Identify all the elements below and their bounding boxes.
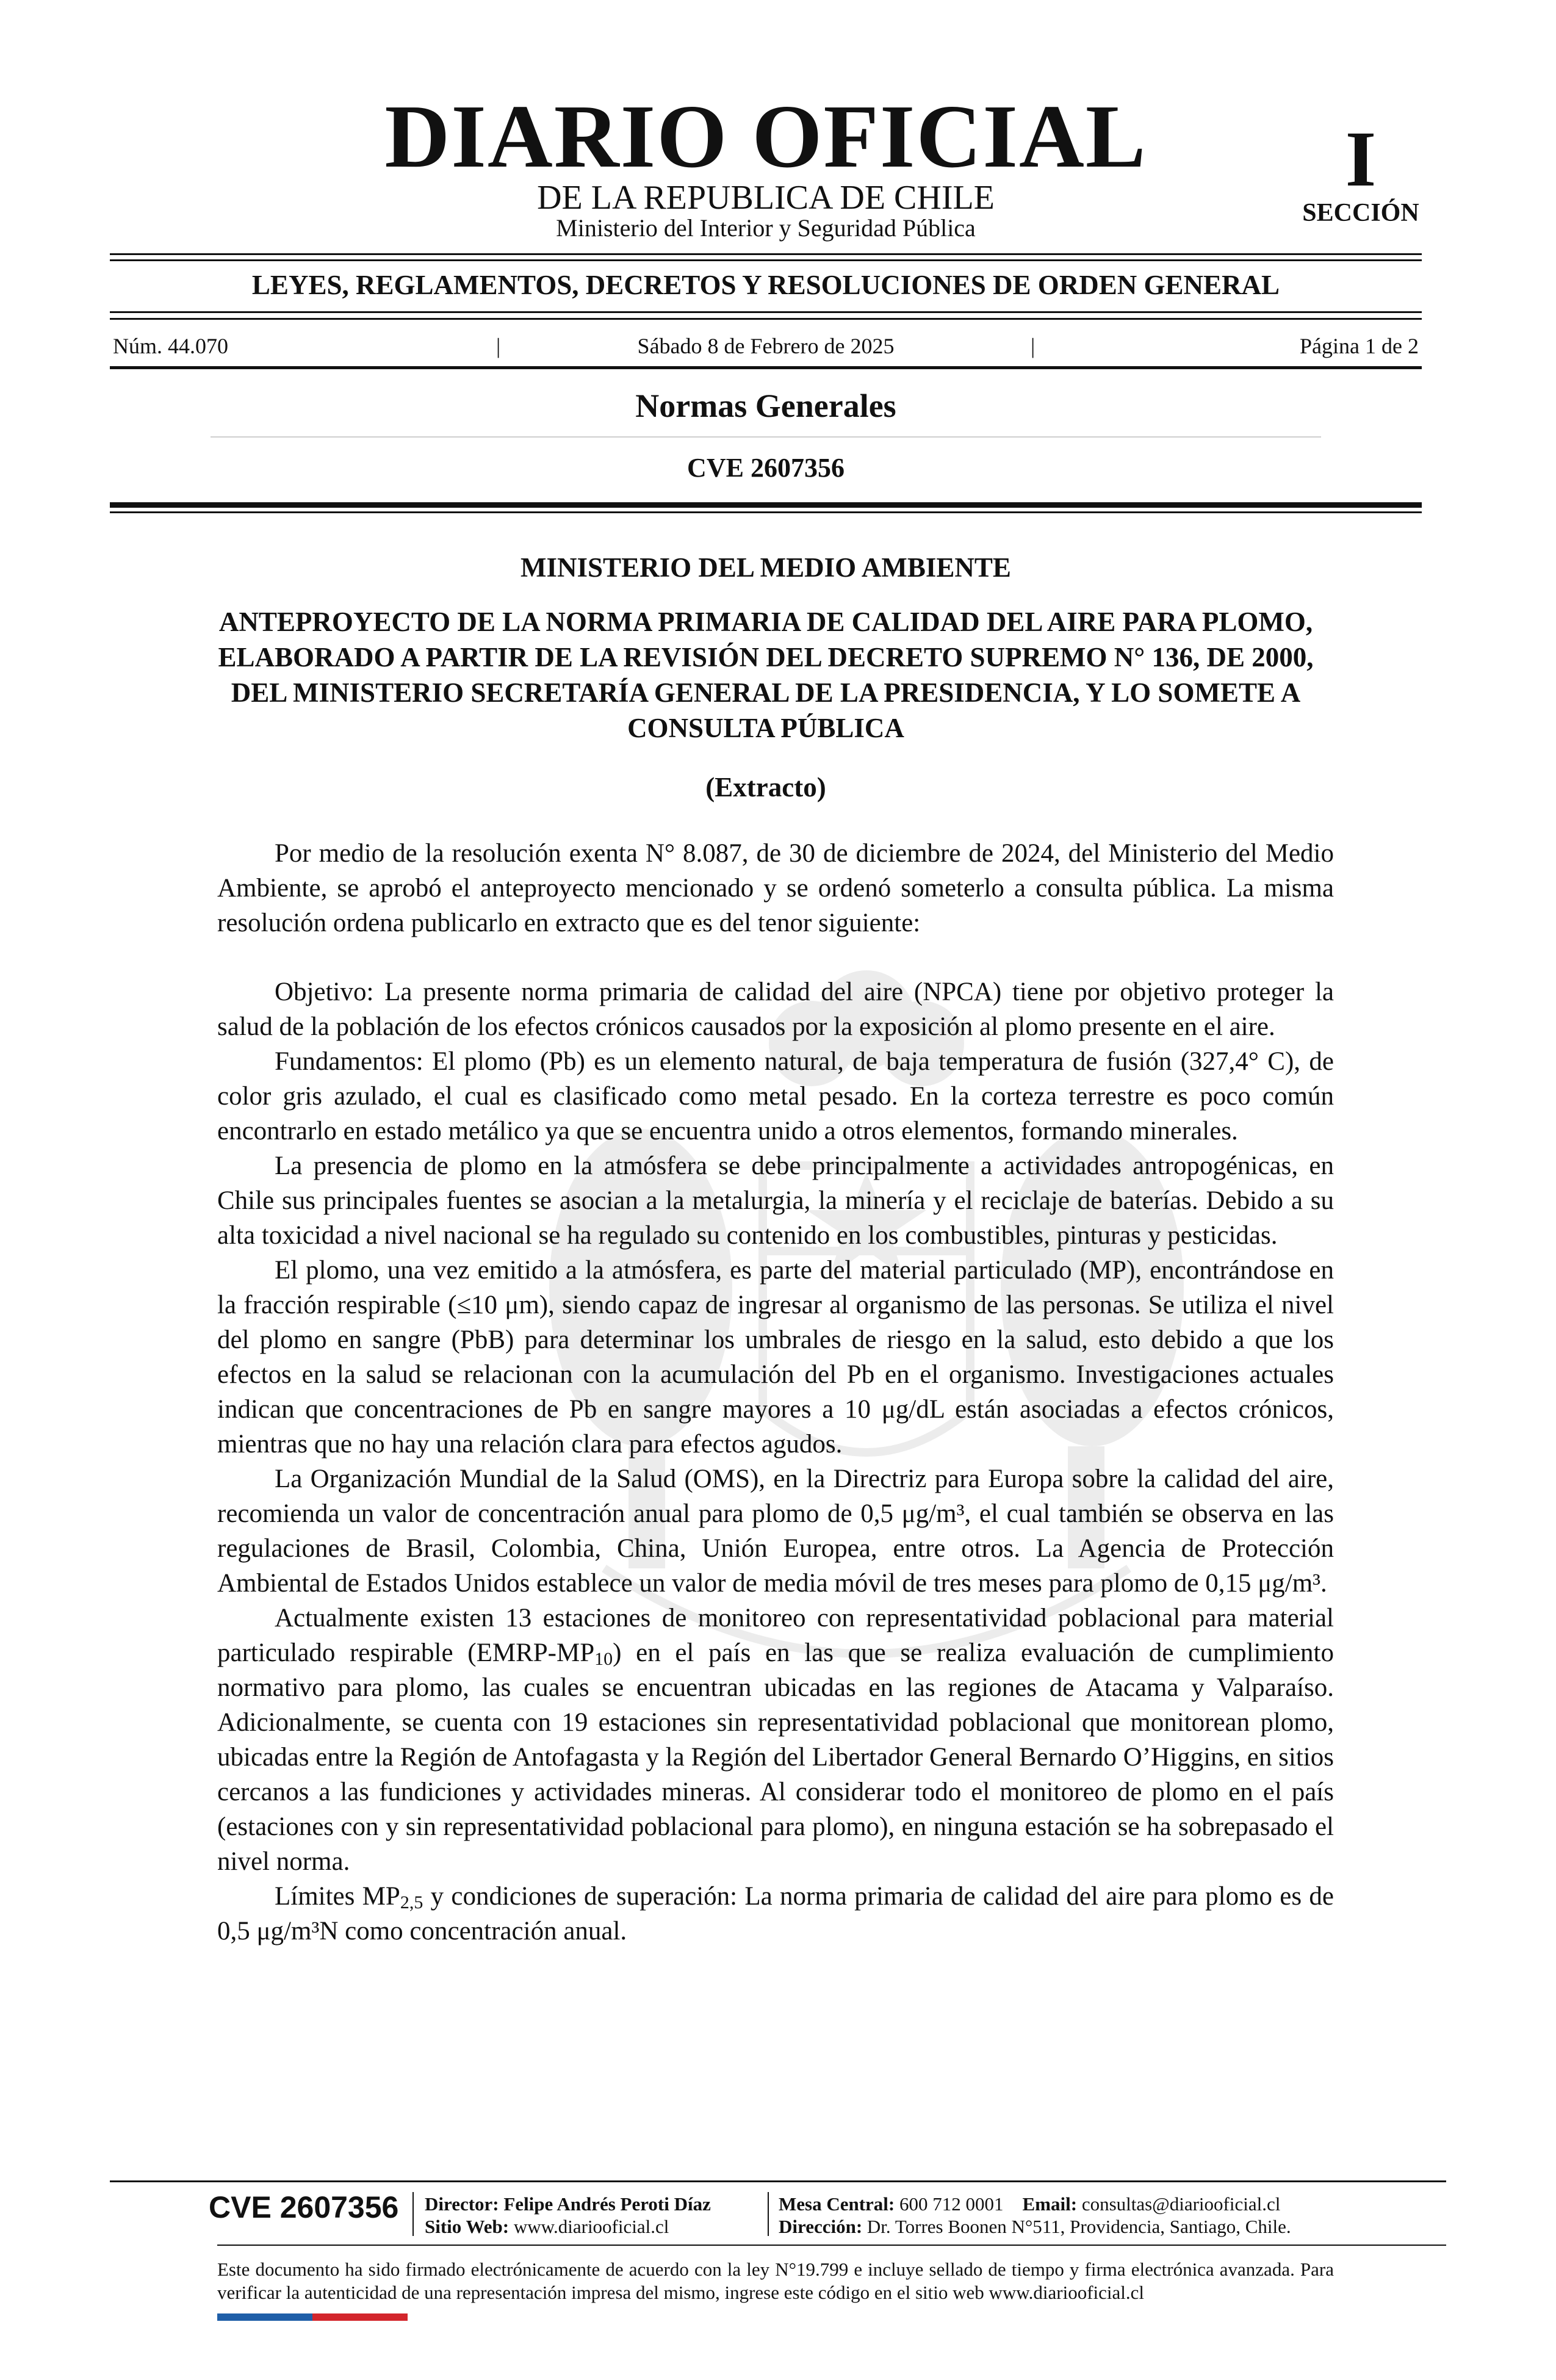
section-title: Normas Generales [635, 388, 896, 424]
paragraph-intro: Por medio de la resolución exenta N° 8.087, de 30 de diciembre de 2024, del Ministerio del Medio Ambiente, se aprobó el anteproyecto mencionado y se ordenó someterlo a consulta pública. La misma resolución ordena publicarlo en extracto que es del tenor siguiente: [217, 839, 1334, 937]
flag-bar-blue [217, 2313, 312, 2321]
footer-contact-block [779, 2193, 1291, 2238]
section-divider [211, 436, 1321, 438]
issue-info-bar [113, 334, 1419, 358]
footer-address-text: Dr. Torres Boonen N°511, Providencia, Santiago, Chile. [866, 2216, 1291, 2237]
issuing-ministry: MINISTERIO DEL MEDIO AMBIENTE [520, 552, 1011, 583]
footer-director-name: Felipe Andrés Peroti Díaz [503, 2193, 711, 2215]
document-body [217, 836, 1334, 1949]
footer-phone: 600 712 0001 [899, 2193, 1004, 2215]
paragraph-text: Actualmente existen 13 estaciones de monitoreo con representatividad poblacional para material particulado respirable (EMRP-MP [217, 1604, 1334, 1667]
document-title: ANTEPROYECTO DE LA NORMA PRIMARIA DE CALIDAD DEL AIRE PARA PLOMO, ELABORADO A PARTIR DE LA REVISIÓN DEL DECRETO SUPREMO N° 136, DE 2000, DEL MINISTERIO SECRETARÍA GENERAL DE LA PRESIDENCIA, Y LO SOMETE A CONSULTA PÚBLICA [218, 607, 1314, 743]
subscript: 10 [594, 1649, 613, 1669]
footer-director-block [425, 2193, 711, 2238]
paragraph-text: Límites MP [275, 1882, 400, 1911]
paragraph-monitoring-stations [217, 1601, 1334, 1879]
banner-rule [110, 318, 1422, 320]
issue-number: Núm. 44.070 [113, 334, 228, 358]
masthead-rule [110, 259, 1422, 261]
footer-email-label: Email: [1022, 2193, 1078, 2215]
subscript: 2,5 [400, 1892, 423, 1913]
masthead-rule [110, 253, 1422, 255]
issue-date: Sábado 8 de Febrero de 2025 [637, 334, 895, 358]
section-label: SECCIÓN [1302, 199, 1419, 227]
header-rule [110, 511, 1422, 513]
info-rule [110, 366, 1422, 369]
extract-label: (Extracto) [705, 772, 826, 802]
paragraph-text: y condiciones de superación: La norma primaria de calidad del aire para plomo es de 0,5 μg/m³N como concentración anual. [217, 1882, 1334, 1945]
banner-heading: LEYES, REGLAMENTOS, DECRETOS Y RESOLUCIONES DE ORDEN GENERAL [251, 270, 1280, 300]
paragraph-text: ) en el país en las que se realiza evaluación de cumplimiento normativo para plomo, las cuales se encuentran ubicadas en las regiones de Atacama y Valparaíso. Adicionalmente, se cuenta con 19 estaciones sin representatividad poblacional que monitorean plomo, ubicadas entre la Región de Antofagasta y la Región del Libertador General Bernardo O’Higgins, en sitios cercanos a las fundiciones y actividades mineras. Al considerar todo el monitoreo de plomo en el país (estaciones con y sin representatividad poblacional para plomo), en ninguna estación se ha sobrepasado el nivel norma. [217, 1639, 1334, 1876]
footer-director-label: Director: [425, 2193, 499, 2215]
footer-address [779, 2215, 1291, 2238]
paragraph-particulate-matter: El plomo, una vez emitido a la atmósfera, es parte del material particulado (MP), encontrándose en la fracción respirable (≤10 μm), siendo capaz de ingresar al organismo de las personas. Se utiliza el nivel del plomo en sangre (PbB) para determinar los umbrales de riesgo en la salud, esto debido a que los efectos en la salud se relacionan con la acumulación del Pb en el organismo. Investigaciones actuales indican que concentraciones de Pb en sangre mayores a 10 μg/dL están asociadas a efectos crónicos, mientras que no hay una relación clara para efectos agudos. [217, 1256, 1334, 1459]
paragraph-who-guideline: La Organización Mundial de la Salud (OMS), en la Directriz para Europa sobre la calidad del aire, recomienda un valor de concentración anual para plomo de 0,5 μg/m³, el cual también se observa en las regulaciones de Brasil, Colombia, China, Unión Europea, entre otros. La Agencia de Protección Ambiental de Estados Unidos establece un valor de media móvil de tres meses para plomo de 0,15 μg/m³. [217, 1465, 1334, 1598]
flag-bar-red [312, 2313, 408, 2321]
paragraph-objective: Objetivo: La presente norma primaria de calidad del aire (NPCA) tiene por objetivo proteger la salud de la población de los efectos crónicos causados por la exposición al plomo presente en el aire. [217, 978, 1334, 1041]
header-thick-rule [110, 502, 1422, 508]
info-separator: | [496, 334, 501, 358]
footer-separator [768, 2192, 769, 2236]
cve-code: CVE 2607356 [687, 453, 845, 483]
paragraph-lead-sources: La presencia de plomo en la atmósfera se debe principalmente a actividades antropogénicas, en Chile sus principales fuentes se asocian a la metalurgia, la minería y el reciclaje de baterías. Debido a su alta toxicidad a nivel nacional se ha regulado su contenido en los combustibles, pinturas y pesticidas. [217, 1152, 1334, 1250]
footer-rule [217, 2245, 1446, 2246]
footer-website-link[interactable]: www.diariooficial.cl [513, 2216, 669, 2237]
masthead-title: DIARIO OFICIAL [384, 87, 1147, 187]
footer-rule [110, 2180, 1446, 2182]
footer-website [425, 2215, 711, 2238]
footer-signature-note: Este documento ha sido firmado electrónicamente de acuerdo con la ley N°19.799 e incluye sellado de tiempo y firma electrónica avanzada. Para verificar la autenticidad de una representación impresa del mismo, ingrese este código en el sitio web www.diariooficial.cl [217, 2259, 1334, 2303]
footer-director [425, 2193, 711, 2215]
footer-address-label: Dirección: [779, 2216, 863, 2237]
masthead-ministry: Ministerio del Interior y Seguridad Pública [556, 214, 976, 242]
info-separator: | [1031, 334, 1036, 358]
footer-website-label: Sitio Web: [425, 2216, 510, 2237]
paragraph-fundamentals: Fundamentos: El plomo (Pb) es un elemento natural, de baja temperatura de fusión (327,4° C), de color gris azulado, el cual es clasificado como metal pesado. En la corteza terrestre es poco común encontrarlo en estado metálico ya que se encuentra unido a otros elementos, formando minerales. [217, 1047, 1334, 1145]
footer-email-link[interactable]: consultas@diariooficial.cl [1081, 2193, 1281, 2215]
footer-separator [412, 2192, 414, 2236]
section-number: I [1345, 115, 1377, 203]
footer-phone-email [779, 2193, 1291, 2215]
footer-phone-label: Mesa Central: [779, 2193, 895, 2215]
paragraph-limits [217, 1879, 1334, 1949]
footer-cve-code: CVE 2607356 [209, 2190, 399, 2224]
banner-rule [110, 311, 1422, 313]
page-indicator: Página 1 de 2 [1300, 334, 1419, 358]
masthead-subtitle: DE LA REPUBLICA DE CHILE [537, 179, 995, 217]
